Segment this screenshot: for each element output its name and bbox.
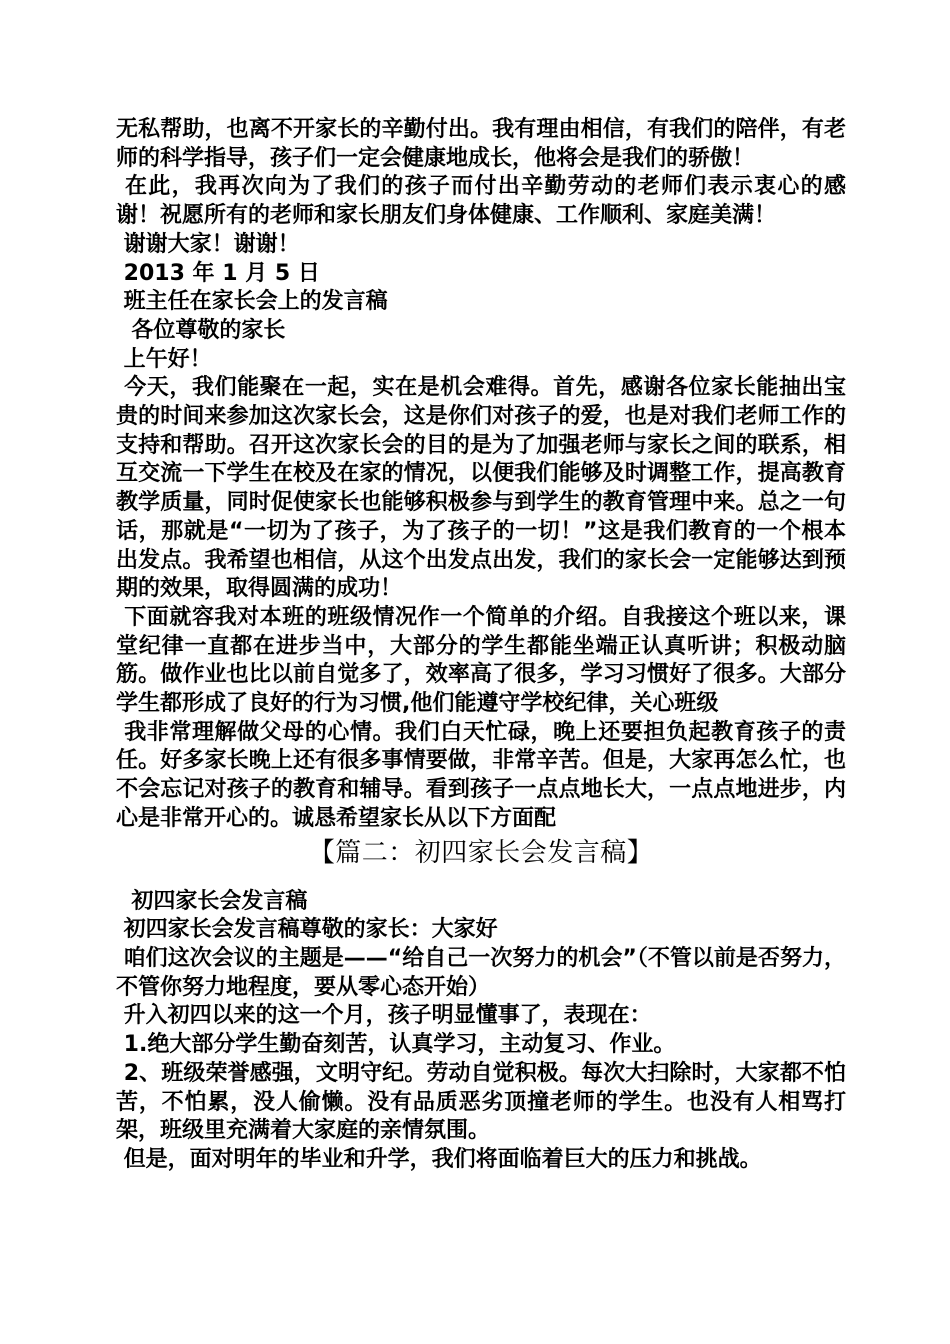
list-item: 1.绝大部分学生勤奋刻苦，认真学习，主动复习、作业。: [116, 1032, 676, 1058]
salutation: 各位尊敬的家长: [116, 317, 286, 343]
spacer: [116, 876, 846, 888]
paragraph: 无私帮助，也离不开家长的辛勤付出。我有理由相信，有我们的陪伴，有老师的科学指导，孩子们一定会健康地成长，他将会是我们的骄傲！: [116, 117, 846, 171]
paragraph: 下面就容我对本班的班级情况作一个简单的介绍。自我接这个班以来，课堂纪律一直都在进步当中，大部分的学生都能坐端正认真听讲；积极动脑筋。做作业也比以前自觉多了，效率高了很多，学习习惯好了很多。大部分学生都形成了良好的行为习惯,他们能遵守学校纪律，关心班级: [116, 604, 846, 717]
date-line: 2013 年 1 月 5 日: [116, 260, 320, 286]
paragraph: 咱们这次会议的主题是——“给自己一次努力的机会”（不管以前是否努力，不管你努力地程度，要从零心态开始）: [116, 945, 846, 1000]
document-page: [116, 116, 846, 1175]
paragraph: 升入初四以来的这一个月，孩子明显懂事了，表现在：: [116, 1003, 652, 1029]
paragraph: 我非常理解做父母的心情。我们白天忙碌，晚上还要担负起教育孩子的责任。好多家长晚上还有很多事情要做，非常辛苦。但是，大家再怎么忙，也不会忘记对孩子的教育和辅导。看到孩子一点点地长大，一点点地进步，内心是非常开心的。诚恳希望家长从以下方面配: [116, 719, 846, 831]
paragraph: 但是，面对明年的毕业和升学，我们将面临着巨大的压力和挑战。: [116, 1146, 762, 1172]
article-title: 班主任在家长会上的发言稿: [116, 289, 388, 315]
paragraph: 谢谢大家！谢谢！: [116, 231, 300, 257]
article-title: 初四家长会发言稿: [116, 888, 308, 914]
section-heading: 【篇二：初四家长会发言稿】: [308, 837, 654, 868]
salutation: 初四家长会发言稿尊敬的家长：大家好: [116, 917, 498, 943]
paragraph: 在此，我再次向为了我们的孩子而付出辛勤劳动的老师们表示衷心的感谢！祝愿所有的老师和家长朋友们身体健康、工作顺利、家庭美满！: [116, 174, 846, 229]
paragraph: 今天，我们能聚在一起，实在是机会难得。首先，感谢各位家长能抽出宝贵的时间来参加这次家长会，这是你们对孩子的爱，也是对我们老师工作的支持和帮助。召开这次家长会的目的是为了加强老师与家长之间的联系，相互交流一下学生在校及在家的情况，以便我们能够及时调整工作，提高教育教学质量，同时促使家长也能够积极参与到学生的教育管理中来。总之一句话，那就是“一切为了孩子，为了孩子的一切！”这是我们教育的一个根本出发点。我希望也相信，从这个出发点出发，我们的家长会一定能够达到预期的效果，取得圆满的成功！: [116, 375, 846, 602]
greeting: 上午好！: [116, 346, 212, 372]
list-item: 2、班级荣誉感强，文明守纪。劳动自觉积极。每次大扫除时，大家都不怕苦，不怕累，没人偷懒。没有品质恶劣顶撞老师的学生。也没有人相骂打架，班级里充满着大家庭的亲情氛围。: [116, 1060, 846, 1144]
